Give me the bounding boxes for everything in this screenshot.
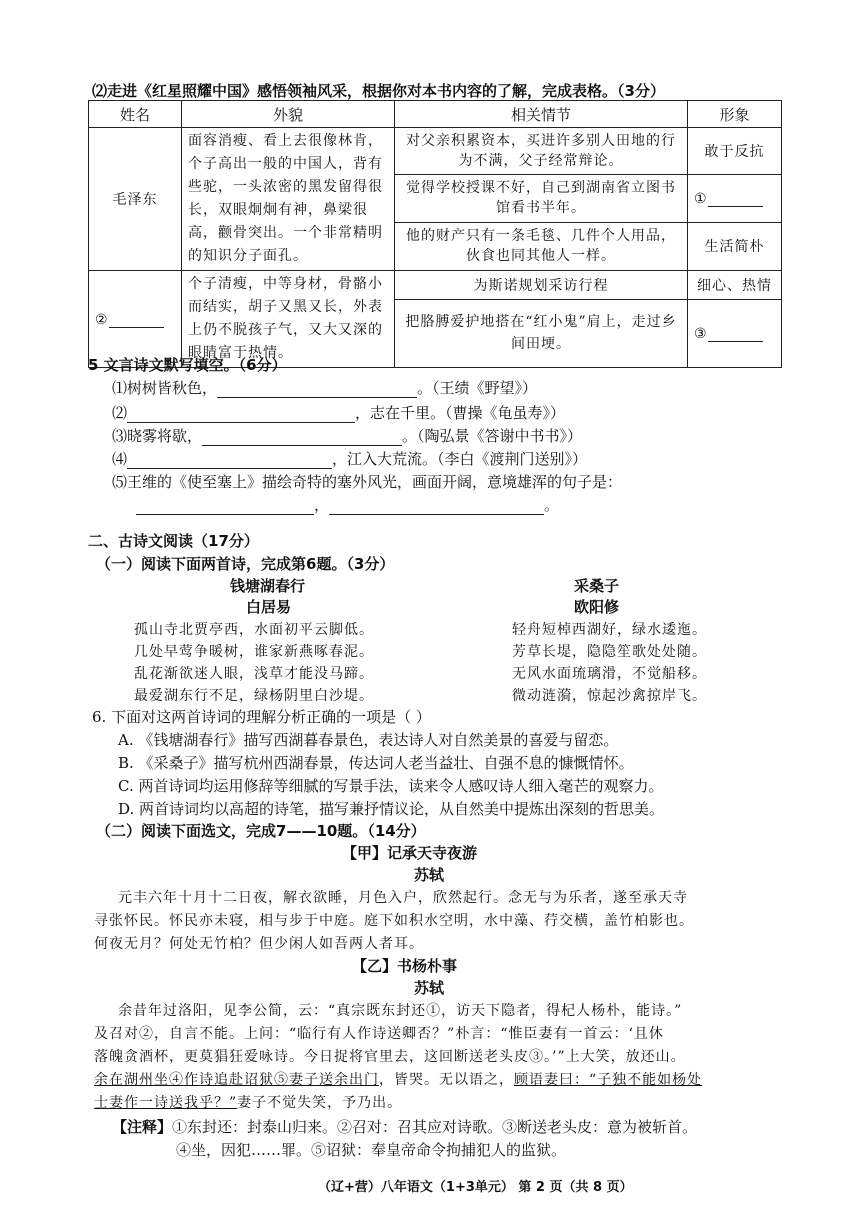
poem2-title: 采桑子 [574,577,620,595]
q5-item-1-post: 。（王绩《野望》） [417,379,538,397]
q5-blank-2[interactable] [127,406,355,423]
q5-item-3-pre: ⑶晓雾将歇， [112,427,203,445]
poem2-author: 欧阳修 [574,598,620,616]
plot-mao-2: 觉得学校授课不好，自己到湖南省立图书馆看书半年。 [395,175,688,222]
q5-item-4-pre: ⑷ [112,450,128,468]
blank-label-1: ① [694,190,708,207]
jia-line-2: 寻张怀民。怀民亦未寝，相与步于中庭。庭下如积水空明，水中藻、荇交横，盖竹柏影也。 [94,913,694,929]
yi-line-4-underlined-b: 顾语妻曰：“子独不能如杨处 [514,1072,703,1088]
poem2-line-3: 无风水面琉璃滑，不觉船移。 [512,666,707,682]
yi-line-3: 落魄贪酒杯，更莫猖狂爱咏诗。今日捉将官里去，这回断送老头皮③。’”上大笑，放还山。 [94,1049,686,1065]
blank-label-2: ② [95,311,109,328]
page-footer: （辽+营）八年语文（1+3单元） 第 2 页（共 8 页） [318,1180,633,1195]
yi-line-5-plain: 妻子不觉失笑，予乃出。 [237,1095,403,1111]
q5-blank-1[interactable] [217,381,417,398]
question-intro: ⑵走进《红星照耀中国》感悟领袖风采，根据你对本书内容的了解，完成表格。（3分） [92,82,665,100]
yi-line-1: 余昔年过洛阳，见李公简，云：“真宗既东封还①，访天下隐者，得杞人杨朴，能诗。” [118,1003,683,1019]
plot-second-1: 为斯诺规划采访行程 [395,271,688,300]
q5-blank-5a[interactable] [136,498,314,515]
plot-mao-3: 他的财产只有一条毛毯、几件个人用品，伙食也同其他人一样。 [395,222,688,270]
answer-blank-1[interactable] [688,175,782,222]
poem1-line-4: 最爱湖东行不足，绿杨阴里白沙堤。 [134,688,374,704]
q5-item-5-end: 。 [544,496,560,514]
yi-author: 苏轼 [414,979,445,997]
poem2-line-4: 微动涟漪，惊起沙禽掠岸飞。 [512,688,707,704]
header-image: 形象 [688,101,782,128]
yi-line-4 [94,1069,702,1089]
image-second-1: 细心、热情 [688,271,782,300]
answer-blank-3[interactable] [688,299,782,367]
q6-option-b[interactable]: B. 《采桑子》描写杭州西湖春景，传达词人老当益壮、自强不息的慷慨情怀。 [118,754,634,772]
poem1-author: 白居易 [246,598,292,616]
q5-item-4 [112,448,587,469]
answer-blank-2[interactable] [89,271,182,368]
q5-blank-5b[interactable] [329,498,544,515]
jia-title: 【甲】记承天寺夜游 [342,844,478,862]
jia-line-1: 元丰六年十月十二日夜，解衣欲睡，月色入户，欣然起行。念无与为乐者，遂至承天寺 [118,890,688,906]
q6-option-d[interactable]: D. 两首诗词均以高超的诗笔，描写兼抒情议论，从自然美中提炼出深刻的哲思美。 [118,800,665,818]
q5-item-2-post: ，志在千里。（曹操《龟虽寿》） [355,404,566,422]
q5-item-5: ⑸王维的《使至塞上》描绘奇特的塞外风光，画面开阔，意境雄浑的句子是： [112,473,623,491]
q6-option-a[interactable]: A. 《钱塘湖春行》描写西湖暮春景色，表达诗人对自然美景的喜爱与留恋。 [118,731,619,749]
blank-label-3: ③ [694,325,708,342]
yi-line-5-underlined: 士妻作一诗送我乎？” [94,1095,238,1111]
yi-line-5 [94,1092,402,1112]
q5-item-5-comma: ， [314,496,330,514]
yi-line-4-underlined-a: 余在湖州坐④作诗追赴诏狱⑤妻子送余出门 [94,1072,379,1088]
q6-option-c[interactable]: C. 两首诗词均运用修辞等细腻的写景手法，读来令人感叹诗人细入毫芒的观察力。 [118,777,664,795]
q5-item-3 [112,425,582,446]
q5-item-5-blanks [136,494,559,515]
header-name: 姓名 [89,101,182,128]
appearance-second: 个子清瘦，中等身材，骨骼小而结实，胡子又黑又长，外表上仍不脱孩子气，又大又深的眼睛富于热情。 [182,271,395,368]
poem2-line-2: 芳草长堤，隐隐笙歌处处随。 [512,644,707,660]
appearance-mao: 面容消瘦、看上去很像林肯，个子高出一般的中国人，背有些驼，一头浓密的黑发留得很长，双眼炯炯有神，鼻梁很高，颧骨突出。一个非常精明的知识分子面孔。 [182,128,395,271]
q5-item-1-pre: ⑴树树皆秋色， [112,379,218,397]
part-1-title: （一）阅读下面两首诗，完成第6题。（3分） [96,555,395,573]
notes-line-1 [112,1116,697,1137]
name-mao: 毛泽东 [89,128,182,271]
q6-stem: 6. 下面对这两首诗词的理解分析正确的一项是（ ） [92,708,431,726]
poem1-line-1: 孤山寺北贾亭西，水面初平云脚低。 [134,622,374,638]
q5-blank-3[interactable] [202,429,402,446]
plot-second-2: 把胳膊爱护地搭在“红小鬼”肩上，走过乡间田埂。 [395,299,688,367]
image-mao-1: 敢于反抗 [688,128,782,175]
header-appearance: 外貌 [182,101,395,128]
poem1-line-3: 乱花渐欲迷人眼，浅草才能没马蹄。 [134,666,374,682]
jia-author: 苏轼 [414,866,445,884]
q5-item-1 [112,377,537,398]
notes-line-2: ④坐，因犯……罪。⑤诏狱：奉皇帝命令拘捕犯人的监狱。 [176,1141,567,1159]
part-2-title: （二）阅读下面选文，完成7——10题。（14分） [96,822,426,840]
jia-line-3: 何夜无月？何处无竹柏？但少闲人如吾两人者耳。 [94,936,424,952]
header-plot: 相关情节 [395,101,688,128]
plot-mao-1: 对父亲积累资本，买进许多别人田地的行为不满，父子经常辩论。 [395,128,688,175]
info-table [88,100,782,368]
notes-text-1: ①东封还：封泰山归来。②召对：召其应对诗歌。③断送老头皮：意为被斩首。 [172,1118,698,1136]
poem2-line-1: 轻舟短棹西湖好，绿水逶迤。 [512,622,707,638]
q5-blank-4[interactable] [127,452,332,469]
q5-item-2-pre: ⑵ [112,404,128,422]
yi-line-2: 及召对②，自言不能。上问：“临行有人作诗送卿否？”朴言：“惟臣妻有一首云：‘且休 [94,1026,664,1042]
section-2-title: 二、古诗文阅读（17分） [88,532,259,550]
yi-line-4-plain: ，皆哭。无以语之， [379,1072,514,1088]
image-mao-3: 生活简朴 [688,222,782,270]
q5-item-4-post: ，江入大荒流。（李白《渡荆门送别》） [332,450,588,468]
q5-item-2 [112,402,565,423]
q5-title: 5 文言诗文默写填空。（6分） [88,356,287,374]
notes-label: 【注释】 [112,1118,173,1136]
yi-title: 【乙】书杨朴事 [352,957,458,975]
poem1-line-2: 几处早莺争暖树，谁家新燕啄春泥。 [134,644,374,660]
poem1-title: 钱塘湖春行 [230,577,306,595]
q5-item-3-post: 。（陶弘景《答谢中书书》） [402,427,583,445]
